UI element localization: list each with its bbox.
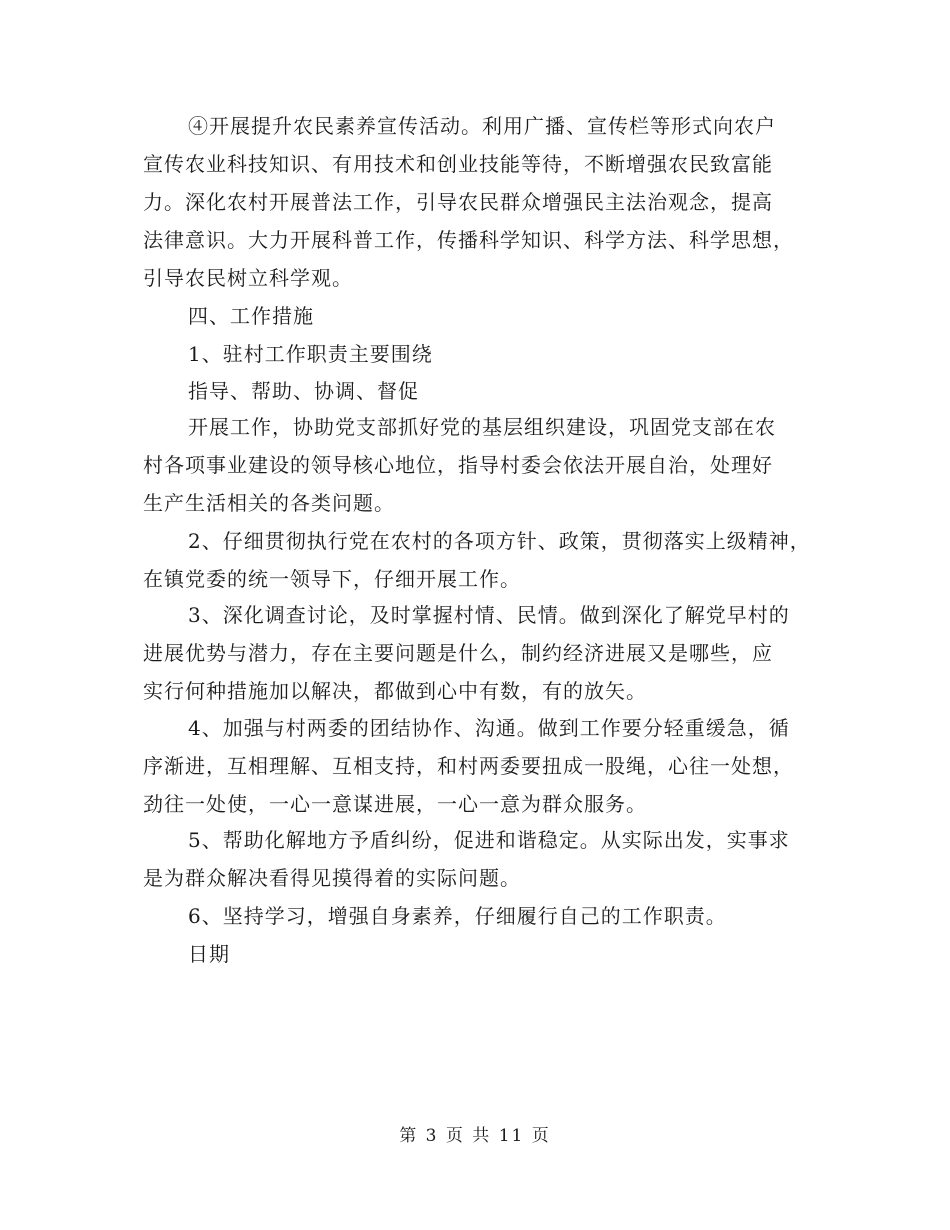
paragraph-line: 序渐进，互相理解、互相支持，和村两委要扭成一股绳，心往一处想，	[143, 754, 794, 778]
paragraph-line: 是为群众解决看得见摸得着的实际问题。	[143, 866, 521, 890]
paragraph-line: 力。深化农村开展普法工作，引导农民群众增强民主法治观念，提高	[143, 190, 773, 214]
paragraph-line: 生产生活相关的各类问题。	[143, 491, 395, 515]
paragraph-line: 劲往一处使，一心一意谋进展，一心一意为群众服务。	[143, 792, 647, 816]
paragraph-line: 宣传农业科技知识、有用技术和创业技能等待，不断增强农民致富能	[143, 152, 773, 176]
paragraph-line: 指导、帮助、协调、督促	[188, 379, 419, 403]
paragraph-line: 在镇党委的统一领导下，仔细开展工作。	[143, 567, 521, 591]
page-number-footer: 第 3 页 共 11 页	[399, 1126, 551, 1146]
paragraph-line: 5、帮助化解地方予盾纠纷，促进和谐稳定。从实际出发，实事求	[188, 828, 790, 852]
paragraph-line: 村各项事业建设的领导核心地位，指导村委会依法开展自治，处理好	[143, 453, 773, 477]
paragraph-line: ④开展提升农民素养宣传活动。利用广播、宣传栏等形式向农户	[188, 114, 776, 138]
paragraph-line: 2、仔细贯彻执行党在农村的各项方针、政策，贯彻落实上级精神，	[188, 529, 811, 553]
section-heading: 四、工作措施	[188, 304, 314, 328]
paragraph-line: 引导农民树立科学观。	[143, 266, 353, 290]
paragraph-line: 实行何种措施加以解决，都做到心中有数，有的放矢。	[143, 679, 647, 703]
paragraph-line: 开展工作，协助党支部抓好党的基层组织建设，巩固党支部在农	[188, 415, 776, 439]
paragraph-line: 4、加强与村两委的团结协作、沟通。做到工作要分轻重缓急，循	[188, 716, 790, 740]
paragraph-line: 进展优势与潜力，存在主要问题是什么，制约经济进展又是哪些，应	[143, 641, 773, 665]
paragraph-line: 法律意识。大力开展科普工作，传播科学知识、科学方法、科学思想，	[143, 228, 794, 252]
date-label: 日期	[188, 942, 230, 966]
paragraph-line: 1、驻村工作职责主要围绕	[188, 342, 433, 366]
paragraph-line: 6、坚持学习，增强自身素养，仔细履行自己的工作职责。	[188, 904, 727, 928]
paragraph-line: 3、深化调查讨论，及时掌握村情、民情。做到深化了解党早村的	[188, 603, 790, 627]
